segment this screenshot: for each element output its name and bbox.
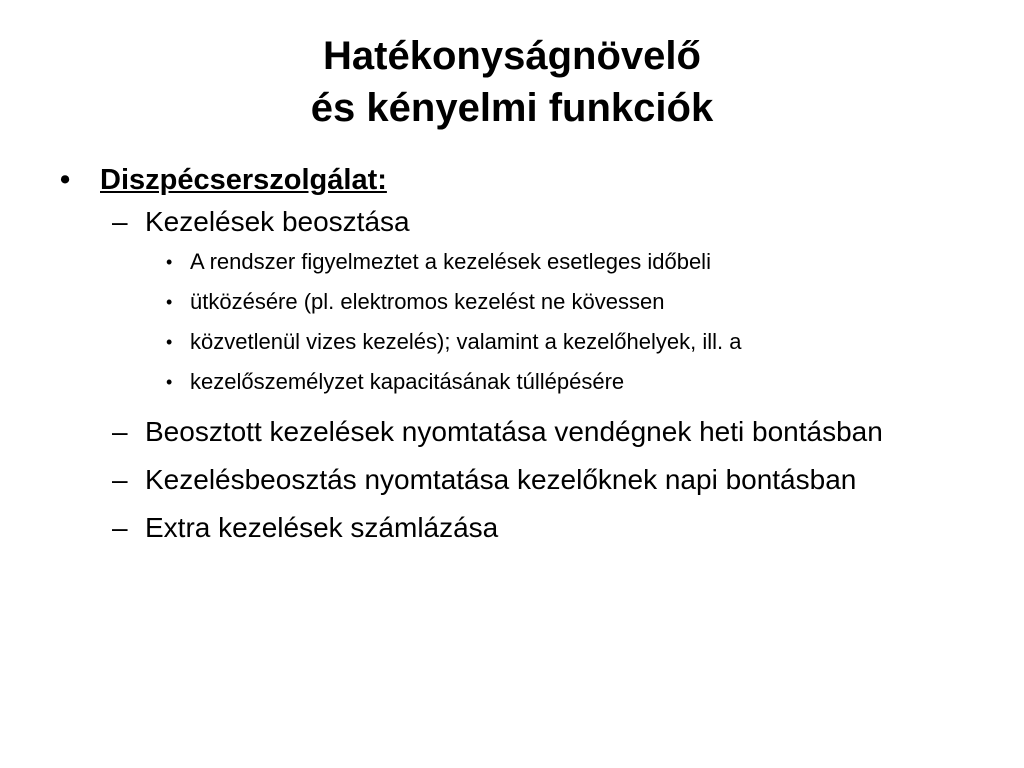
dash-icon: – <box>112 464 128 495</box>
list-item-kezelesbeosztas <box>60 462 960 498</box>
list-item-extra-kezelesek <box>60 510 960 546</box>
bullet-icon: • <box>166 372 173 392</box>
section-label: Diszpécserszolgálat: <box>100 164 387 196</box>
slide-title <box>60 30 964 134</box>
list-item-text: Kezelések beosztása <box>145 206 410 237</box>
sub-list-item <box>60 322 960 362</box>
list-item-text: Kezelésbeosztás nyomtatása kezelőknek napi bontásban <box>145 464 857 495</box>
list-item-text: Extra kezelések számlázása <box>145 512 499 543</box>
title-line-2: és kényelmi funkciók <box>310 86 714 130</box>
dash-icon: – <box>112 416 128 447</box>
sub-list-item-text: A rendszer figyelmeztet a kezelések esetleges időbeli <box>190 249 711 274</box>
sub-list-item-text: közvetlenül vizes kezelés); valamint a kezelőhelyek, ill. a <box>190 329 742 354</box>
list-item-text: Beosztott kezelések nyomtatása vendégnek heti bontásban <box>145 416 883 447</box>
title-line-1: Hatékonyságnövelő <box>323 34 701 78</box>
bullet-icon: • <box>60 164 71 196</box>
dash-icon: – <box>112 206 128 237</box>
section-heading <box>60 160 960 200</box>
sub-list-item <box>60 362 960 402</box>
dash-icon: – <box>112 512 128 543</box>
slide-content <box>60 160 960 546</box>
list-item-kezelesek-beosztasa <box>60 204 960 240</box>
sub-list-item <box>60 282 960 322</box>
bullet-icon: • <box>166 332 173 352</box>
list-item-beosztott-kezelesek <box>60 414 960 450</box>
sub-list-item <box>60 242 960 282</box>
bullet-icon: • <box>166 292 173 312</box>
sub-list-item-text: kezelőszemélyzet kapacitásának túllépésére <box>190 369 625 394</box>
bullet-icon: • <box>166 252 173 272</box>
sub-list-item-text: ütközésére (pl. elektromos kezelést ne kövessen <box>190 289 665 314</box>
